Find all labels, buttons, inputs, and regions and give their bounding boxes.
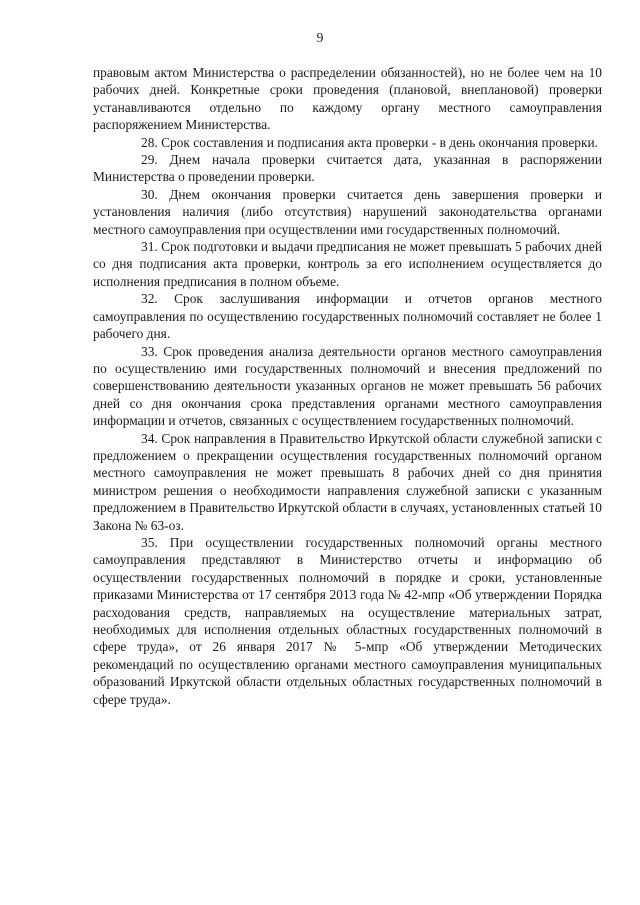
paragraph-item-32: 32. Срок заслушивания информации и отчетов органов местного самоуправления по осуществлению государственных полномочий составляет не более 1 рабочего дня. (93, 291, 602, 342)
document-body (93, 64, 602, 708)
paragraph-item-33: 33. Срок проведения анализа деятельности органов местного самоуправления по осуществлению ими государственных полномочий и внесения предложений по совершенствованию деятельности указанных органов не может превышать 56 рабочих дней со дня окончания срока представления органами местного самоуправления информации и отчетов, связанных с осуществлением государственных полномочий. (93, 343, 602, 429)
paragraph-item-31: 31. Срок подготовки и выдачи предписания не может превышать 5 рабочих дней со дня подписания акта проверки, контроль за его исполнением осуществляется до исполнения предписания в полном объеме. (93, 239, 602, 289)
paragraph-item-29: 29. Днем начала проверки считается дата, указанная в распоряжении Министерства о проведении проверки. (93, 152, 602, 185)
paragraph-item-30: 30. Днем окончания проверки считается день завершения проверки и установления наличия (либо отсутствия) нарушений законодательства органами местного самоуправления при осуществлении ими государственных полномочий. (93, 186, 602, 237)
page-number: 9 (316, 30, 324, 45)
paragraph-item-34: 34. Срок направления в Правительство Иркутской области служебной записки с предложением о прекращении осуществления государственных полномочий органом местного самоуправления не может превышать 8 рабочих дней со дня принятия министром решения о необходимости направления служебной записки с указанным предложением в Правительство Иркутской области в случаях, установленных статьей 10 Закона № 63-оз. (93, 430, 602, 533)
paragraph-item-28: 28. Срок составления и подписания акта проверки - в день окончания проверки. (141, 134, 599, 150)
paragraph-item-35: 35. При осуществлении государственных полномочий органы местного самоуправления представляют в Министерство отчеты и информацию об осуществлении государственных полномочий в порядке и сроки, установленные приказами Министерства от 17 сентября 2013 года № 42-мпр «Об утверждении Порядка расходования средств, направляемых на осуществление материальных затрат, необходимых для исполнения отдельных областных государственных полномочий в сфере труда», от 26 января 2017 № 5-мпр «Об утверждении Методических рекомендаций по осуществлению органами местного самоуправления муниципальных образований Иркутской области отдельных областных государственных полномочий в сфере труда». (93, 534, 602, 707)
paragraph-continuation: правовым актом Министерства о распределении обязанностей), но не более чем на 10 рабочих дней. Конкретные сроки проведения (плановой, внеплановой) проверки устанавливаются отдельно по каждому органу местного самоуправления распоряжением Министерства. (93, 65, 602, 133)
